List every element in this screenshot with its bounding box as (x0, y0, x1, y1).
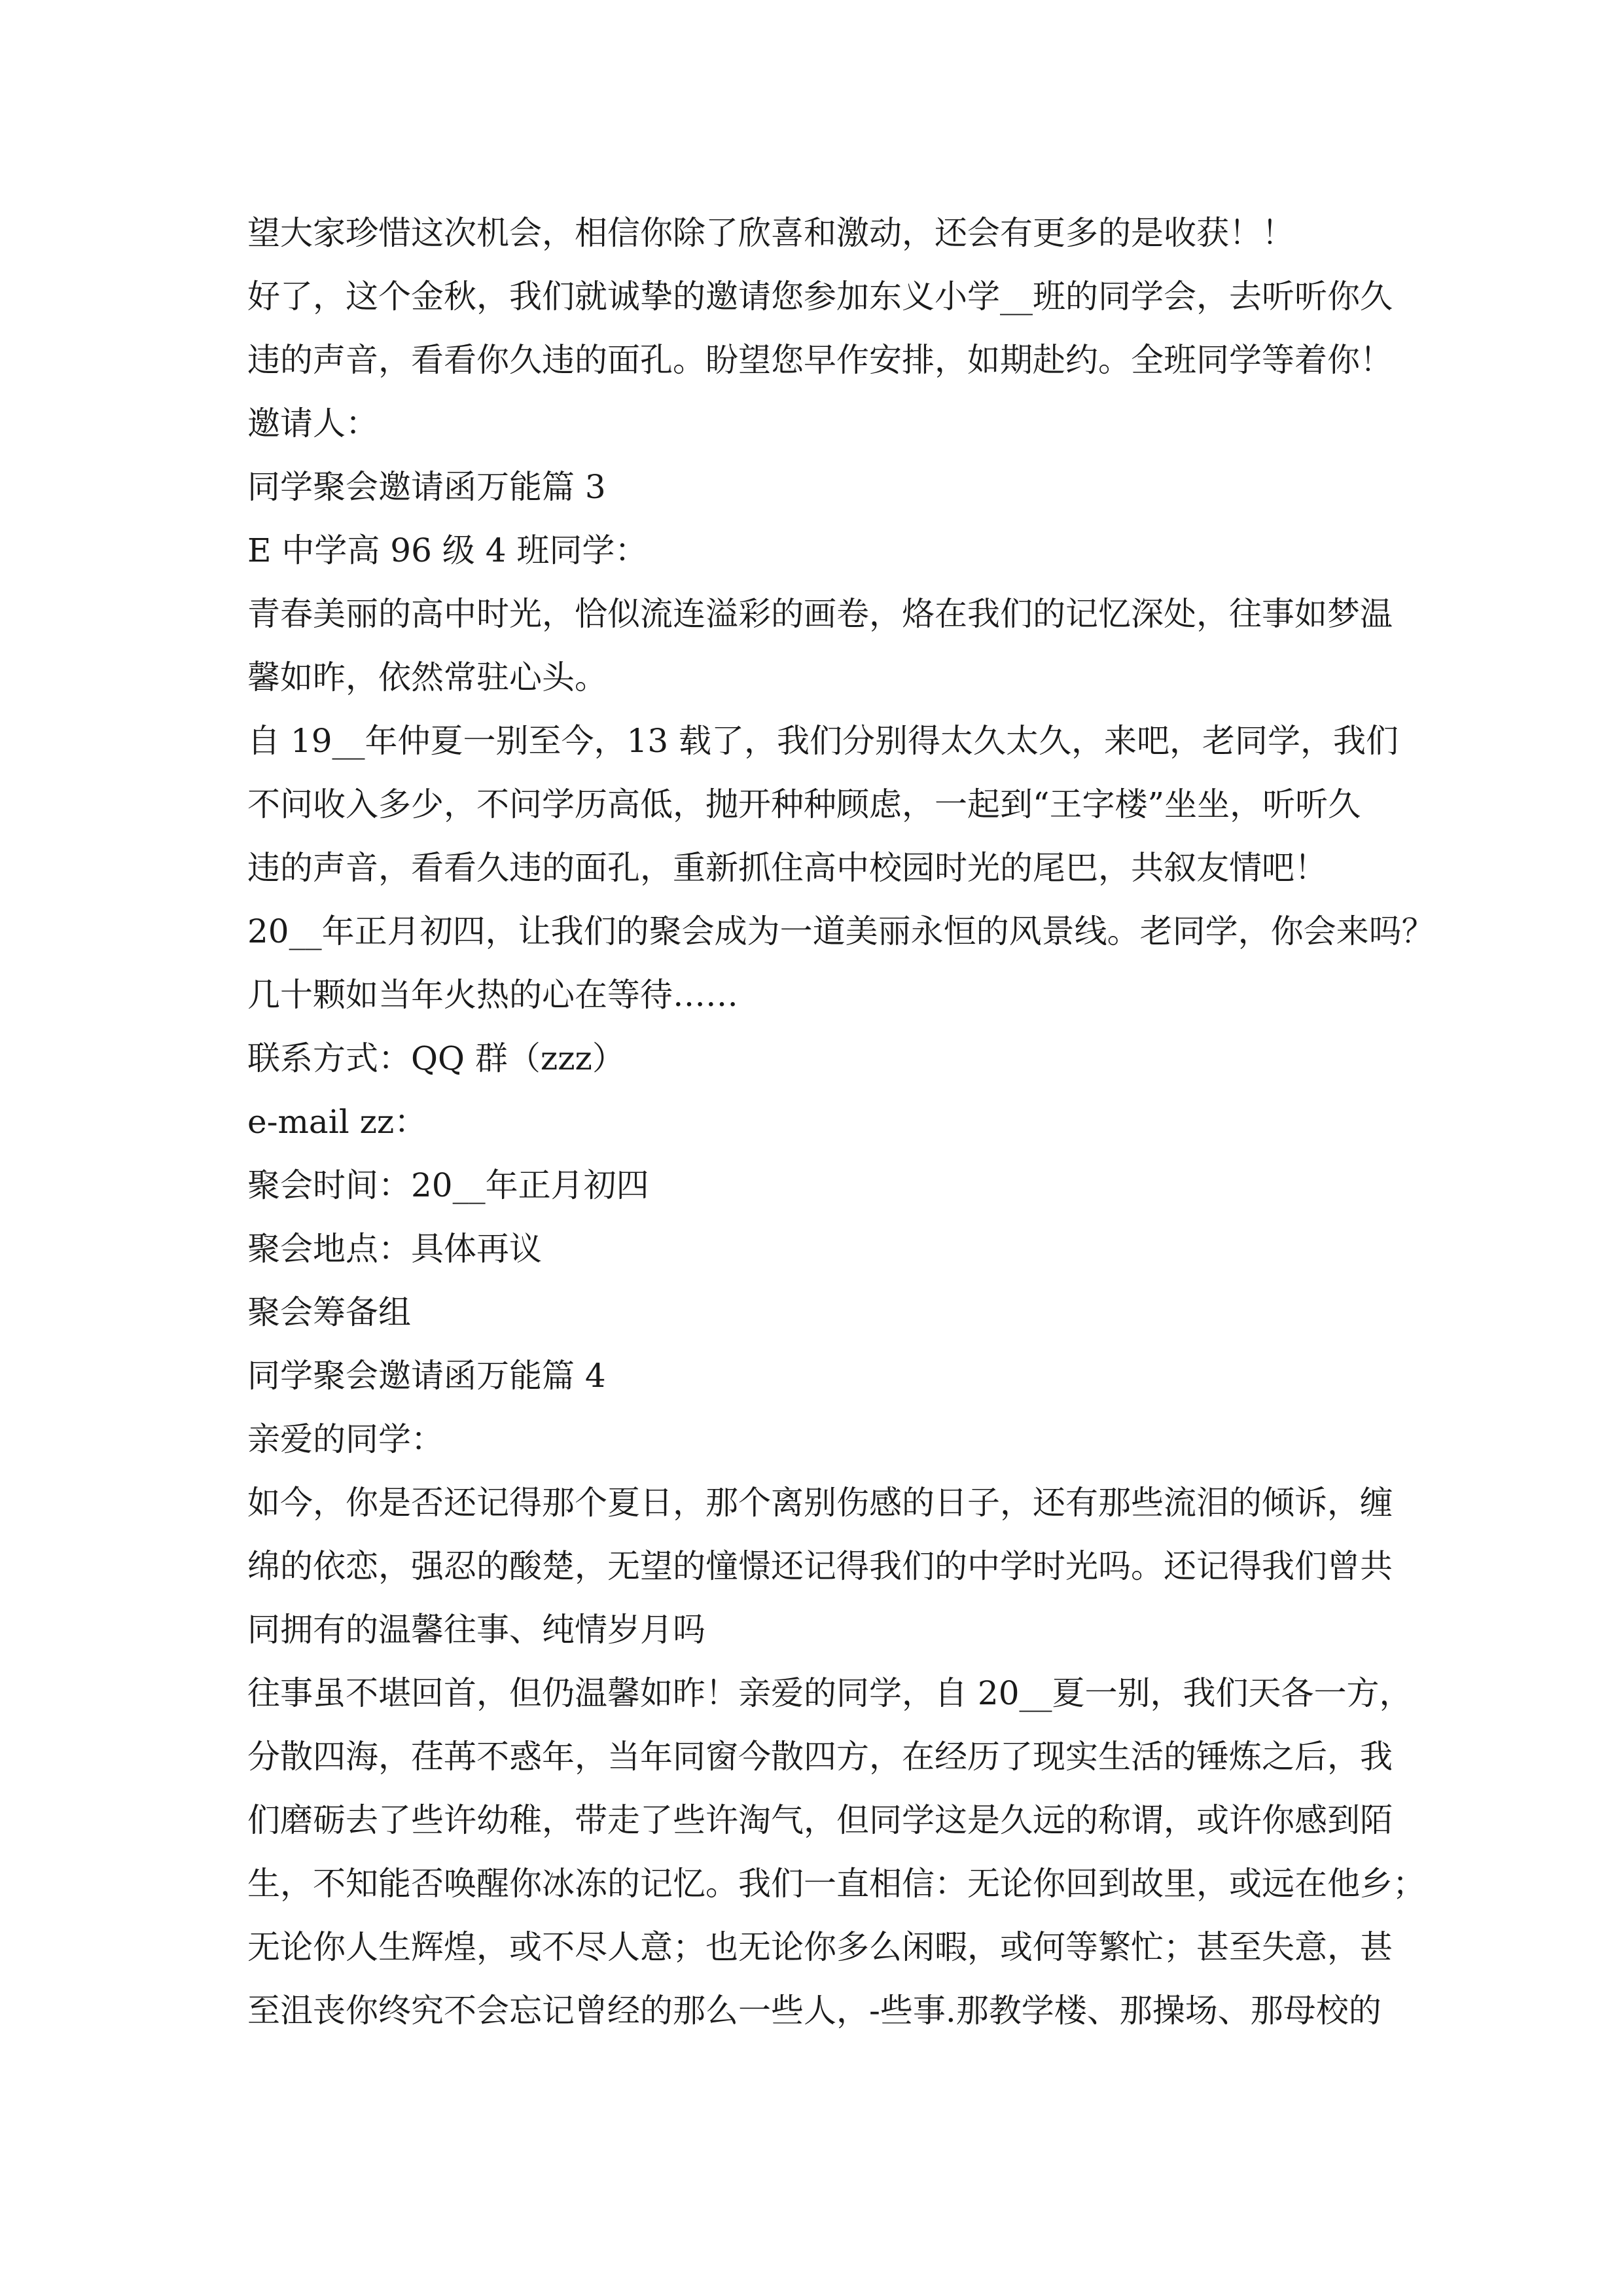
text-line: 无论你人生辉煌，或不尽人意；也无论你多么闲暇，或何等繁忙；甚至失意，甚 (247, 1928, 1393, 1966)
meeting-place-line: 聚会地点：具体再议 (247, 1230, 542, 1268)
meeting-time-line: 聚会时间：20__年正月初四 (247, 1166, 649, 1204)
section-heading: 同学聚会邀请函万能篇 3 (247, 468, 606, 506)
text-line: 们磨砺去了些许幼稚，带走了些许淘气，但同学这是久远的称谓，或许你感到陌 (247, 1801, 1393, 1839)
email-line: e-mail zz： (247, 1103, 427, 1141)
text-line: 如今，你是否还记得那个夏日，那个离别伤感的日子，还有那些流泪的倾诉，缠 (247, 1484, 1393, 1522)
text-line: 违的声音，看看久违的面孔，重新抓住高中校园时光的尾巴，共叙友情吧！ (247, 849, 1327, 887)
text-line: 不问收入多少，不问学历高低，抛开种种顾虑，一起到“王字楼”坐坐，听听久 (247, 785, 1361, 823)
text-line: 绵的依恋，强忍的酸楚，无望的憧憬还记得我们的中学时光吗。还记得我们曾共 (247, 1547, 1393, 1585)
salutation: E 中学高 96 级 4 班同学： (247, 531, 648, 569)
text-line: 好了，这个金秋，我们就诚挚的邀请您参加东义小学__班的同学会，去听听你久 (247, 278, 1393, 315)
text-line: 馨如昨，依然常驻心头。 (247, 658, 607, 696)
text-line: 自 19__年仲夏一别至今，13 载了，我们分别得太久太久，来吧，老同学，我们 (247, 722, 1399, 760)
section-heading: 同学聚会邀请函万能篇 4 (247, 1357, 606, 1395)
text-line: 至沮丧你终究不会忘记曾经的那么一些人，-些事.那教学楼、那操场、那母校的 (247, 1992, 1382, 2030)
text-line: 20__年正月初四，让我们的聚会成为一道美丽永恒的风景线。老同学，你会来吗？ (247, 912, 1435, 950)
text-line: 同拥有的温馨往事、纯情岁月吗 (247, 1611, 705, 1649)
text-line: 几十颗如当年火热的心在等待…… (247, 976, 738, 1014)
text-line: 往事虽不堪回首，但仍温馨如昨！亲爱的同学，自 20__夏一别，我们天各一方， (247, 1674, 1412, 1712)
document-body (247, 202, 1435, 2043)
salutation: 亲爱的同学： (247, 1420, 444, 1458)
text-line: 青春美丽的高中时光，恰似流连溢彩的画卷，烙在我们的记忆深处，往事如梦温 (247, 595, 1393, 633)
text-line: 生，不知能否唤醒你冰冻的记忆。我们一直相信：无论你回到故里，或远在他乡； (247, 1865, 1425, 1903)
organizer-line: 聚会筹备组 (247, 1293, 411, 1331)
text-line: 望大家珍惜这次机会，相信你除了欣喜和激动，还会有更多的是收获！！ (247, 214, 1294, 252)
text-line: 邀请人： (247, 404, 378, 442)
contact-line: 联系方式：QQ 群（zzz） (247, 1039, 625, 1077)
text-line: 分散四海，荏苒不惑年，当年同窗今散四方，在经历了现实生活的锤炼之后，我 (247, 1738, 1393, 1776)
text-line: 违的声音，看看你久违的面孔。盼望您早作安排，如期赴约。全班同学等着你！ (247, 341, 1393, 379)
